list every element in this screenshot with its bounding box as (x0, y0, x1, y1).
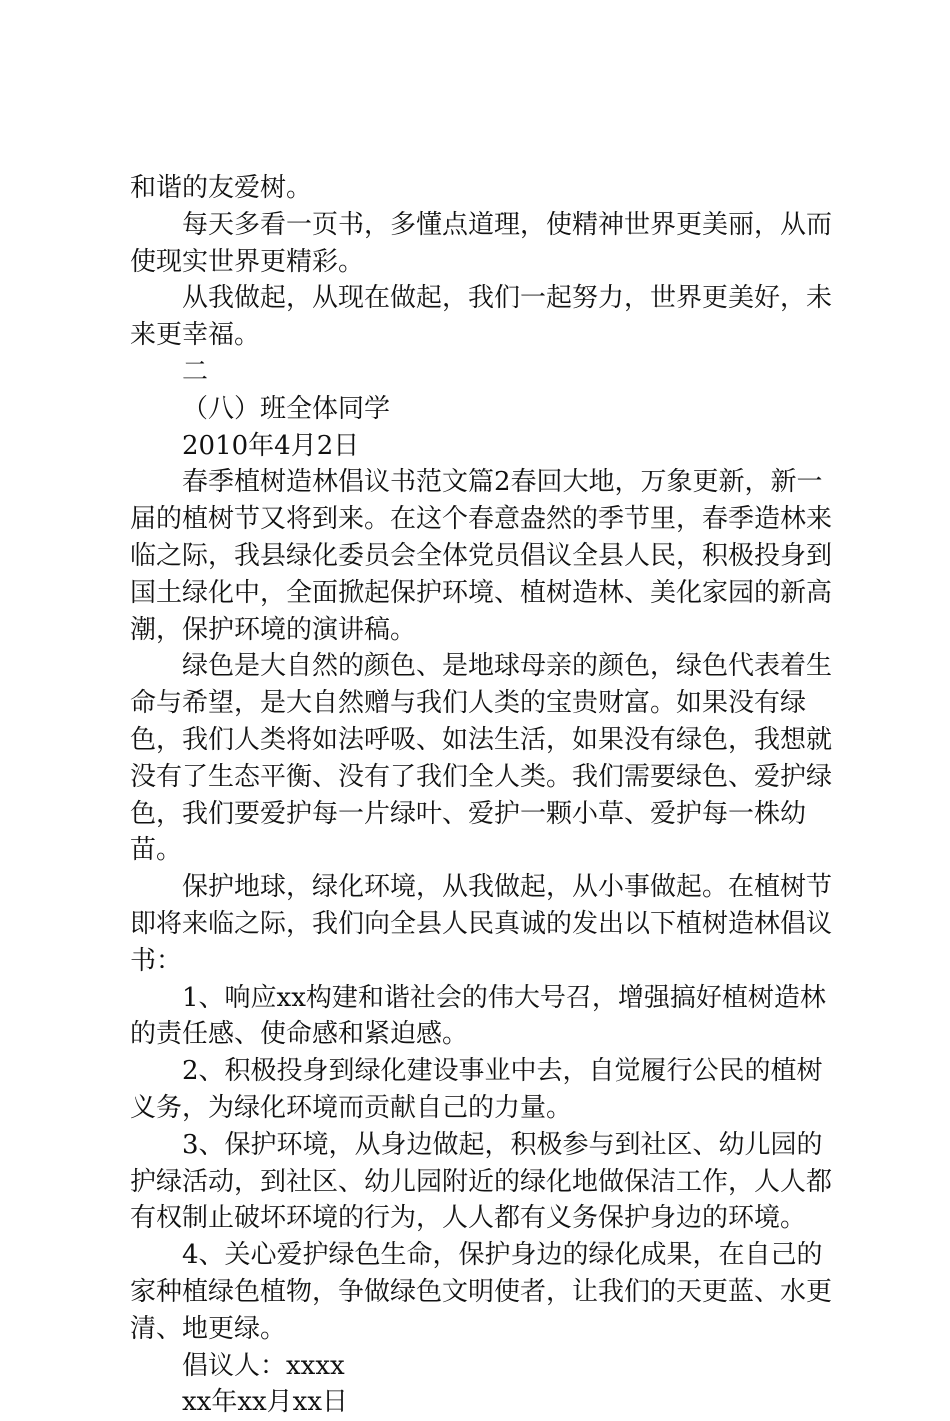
proposal-item-1: 1、响应xx构建和谐社会的伟大号召，增强搞好植树造林的责任感、使命感和紧迫感。 (130, 982, 826, 1050)
paragraph-reading: 每天多看一页书，多懂点道理，使精神世界更美丽，从而使现实世界更精彩。 (130, 209, 833, 277)
paragraph-protect-earth: 保护地球，绿化环境，从我做起，从小事做起。在植树节即将来临之际，我们向全县人民真诚的发出以下植树造林倡议书： (130, 872, 833, 976)
signature-date: 2010年4月2日 (182, 430, 360, 461)
proposal-item-3: 3、保护环境，从身边做起，积极参与到社区、幼儿园的护绿活动，到社区、幼儿园附近的绿化地做保洁工作，人人都有权制止破坏环境的行为，人人都有义务保护身边的环境。 (130, 1129, 833, 1234)
paragraph-continuation: 和谐的友爱树。 (130, 173, 313, 203)
proposal-item-2: 2、积极投身到绿化建设事业中去，自觉履行公民的植树义务，为绿化环境而贡献自己的力量。 (130, 1056, 823, 1123)
proposal-date: xx年xx月xx日 (182, 1387, 348, 1418)
document-body (130, 170, 845, 1421)
paragraph-spring-planting: 春季植树造林倡议书范文篇2春回大地，万象更新，新一届的植树节又将到来。在这个春意盎然的季节里，春季造林来临之际，我县绿化委员会全体党员倡议全县人民，积极投身到国土绿化中，全面掀起保护环境、植树造林、美化家园的新高潮，保护环境的演讲稿。 (130, 467, 833, 645)
proposer-signature: 倡议人：xxxx (182, 1350, 345, 1381)
signature-class: （八）班全体同学 (182, 393, 391, 424)
paragraph-start-now: 从我做起，从现在做起，我们一起努力，世界更美好，未来更幸福。 (130, 283, 833, 351)
paragraph-green-color: 绿色是大自然的颜色、是地球母亲的颜色，绿色代表着生命与希望，是大自然赠与我们人类的宝贵财富。如果没有绿色，我们人类将如法呼吸、如法生活，如果没有绿色，我想就没有了生态平衡、没有了我们全人类。我们需要绿色、爱护绿色，我们要爱护每一片绿叶、爱护一颗小草、爱护每一株幼苗。 (130, 651, 833, 866)
proposal-item-4: 4、关心爱护绿色生命，保护身边的绿化成果，在自己的家种植绿色植物，争做绿色文明使者，让我们的天更蓝、水更清、地更绿。 (130, 1240, 833, 1344)
class-grade: 二 (182, 356, 209, 387)
